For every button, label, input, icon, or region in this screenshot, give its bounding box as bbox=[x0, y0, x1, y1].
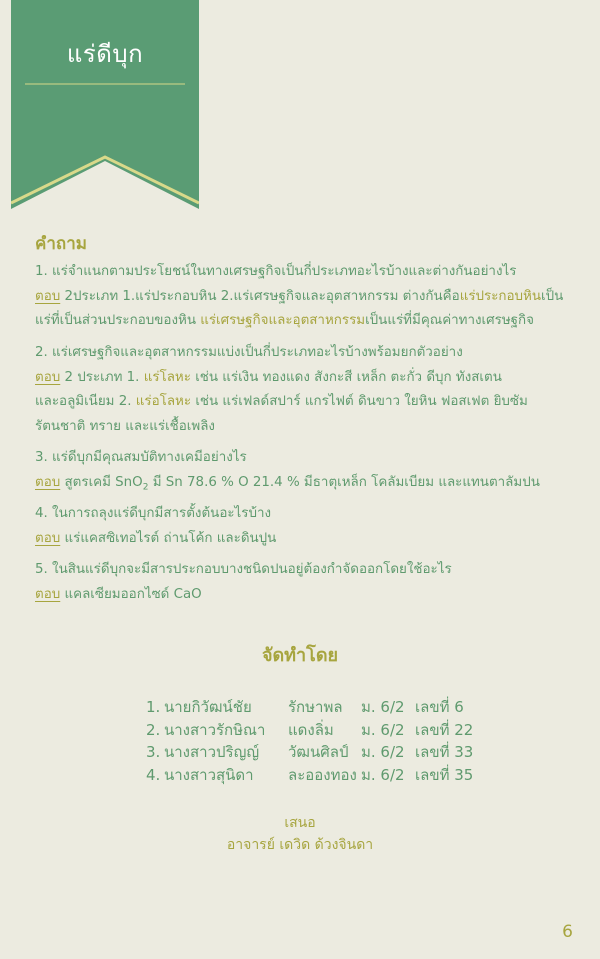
qa-item-2 bbox=[35, 341, 580, 439]
member-row: 2. นางสาวรักษิณา แดงลิ่ม ม. 6/2 เลขที่ 22 bbox=[146, 720, 474, 739]
question-1: 1. แร่จำแนกตามประโยชน์ในทางเศรษฐกิจเป็นกี่ประเภทอะไรบ้างและต่างกันอย่างไร bbox=[35, 264, 517, 279]
answer-5: ตอบ แคลเซียมออกไซด์ CaO bbox=[35, 586, 202, 602]
answer-2-line-2: และอลูมิเนียม 2. แร่อโลหะ เช่น แร่เฟลด์สปาร์ แกรไฟต์ ดินขาว ใยหิน ฟอสเฟต ยิบซัม bbox=[35, 394, 528, 409]
answer-2-line-3: รัตนชาติ ทราย และแร่เชื้อเพลิง bbox=[35, 418, 215, 434]
banner-shape bbox=[11, 0, 199, 212]
credits-title: จัดทำโดย bbox=[261, 645, 339, 666]
answer-label: ตอบ bbox=[35, 530, 61, 546]
qa-item-4 bbox=[35, 502, 580, 551]
question-4: 4. ในการถลุงแร่ดีบุกมีสารตั้งต้นอะไรบ้าง bbox=[35, 506, 272, 521]
answer-label: ตอบ bbox=[35, 586, 61, 602]
answer-label: ตอบ bbox=[35, 288, 61, 304]
answer-1-line-2: แร่ที่เป็นส่วนประกอบของหิน แร่เศรษฐกิจและอุตสาหกรรมเป็นแร่ที่มีคุณค่าทางเศรษฐกิจ bbox=[35, 313, 534, 328]
question-3: 3. แร่ดีบุกมีคุณสมบัติทางเคมีอย่างไร bbox=[35, 450, 247, 465]
member-row: 3. นางสาวปริญญ์ วัฒนศิลป์ ม. 6/2 เลขที่ 33 bbox=[146, 743, 474, 761]
present-label: เสนอ bbox=[284, 815, 316, 831]
answer-label: ตอบ bbox=[35, 369, 61, 385]
page-title: แร่ดีบุก bbox=[66, 40, 144, 68]
member-list bbox=[146, 696, 473, 786]
section-heading: คำถาม bbox=[35, 234, 87, 254]
teacher-name: อาจารย์ เดวิด ด้วงจินดา bbox=[226, 837, 374, 853]
answer-label: ตอบ bbox=[35, 474, 61, 490]
answer-4: ตอบ แร่แคสซิเทอไรต์ ถ่านโค้ก และดินปูน bbox=[35, 530, 277, 546]
answer-2-line-1: ตอบ 2 ประเภท 1. แร่โลหะ เช่น แร่เงิน ทองแดง สังกะสี เหล็ก ตะกั่ว ดีบุก ทังสเตน bbox=[35, 369, 502, 385]
title-banner bbox=[11, 0, 199, 212]
question-2: 2. แร่เศรษฐกิจและอุตสาหกรรมแบ่งเป็นกี่ประเภทอะไรบ้างพร้อมยกตัวอย่าง bbox=[35, 345, 463, 360]
member-row: 1. นายกิวัฒน์ชัย รักษาพล ม. 6/2 เลขที่ 6 bbox=[146, 698, 464, 716]
page-number: 6 bbox=[562, 922, 573, 942]
question-5: 5. ในสินแร่ดีบุกจะมีสารประกอบบางชนิดปนอยู่ต้องกำจัดออกโดยใช้อะไร bbox=[35, 562, 452, 577]
qa-item-5 bbox=[35, 558, 580, 607]
member-row: 4. นางสาวสุนิดา ละอองทอง ม. 6/2 เลขที่ 35 bbox=[146, 765, 474, 784]
answer-3: ตอบ สูตรเคมี SnO$_2$ มี Sn 78.6 % O 21.4 % มีธาตุเหล็ก โคลัมเบียม และแทนตาลัมปน bbox=[35, 474, 540, 493]
qa-item-3 bbox=[35, 446, 580, 500]
answer-1-line-1: ตอบ 2ประเภท 1.แร่ประกอบหิน 2.แร่เศรษฐกิจและอุตสาหกรรม ต่างกันคือแร่ประกอบหินเป็น bbox=[35, 288, 564, 304]
qa-item-1 bbox=[35, 260, 580, 334]
